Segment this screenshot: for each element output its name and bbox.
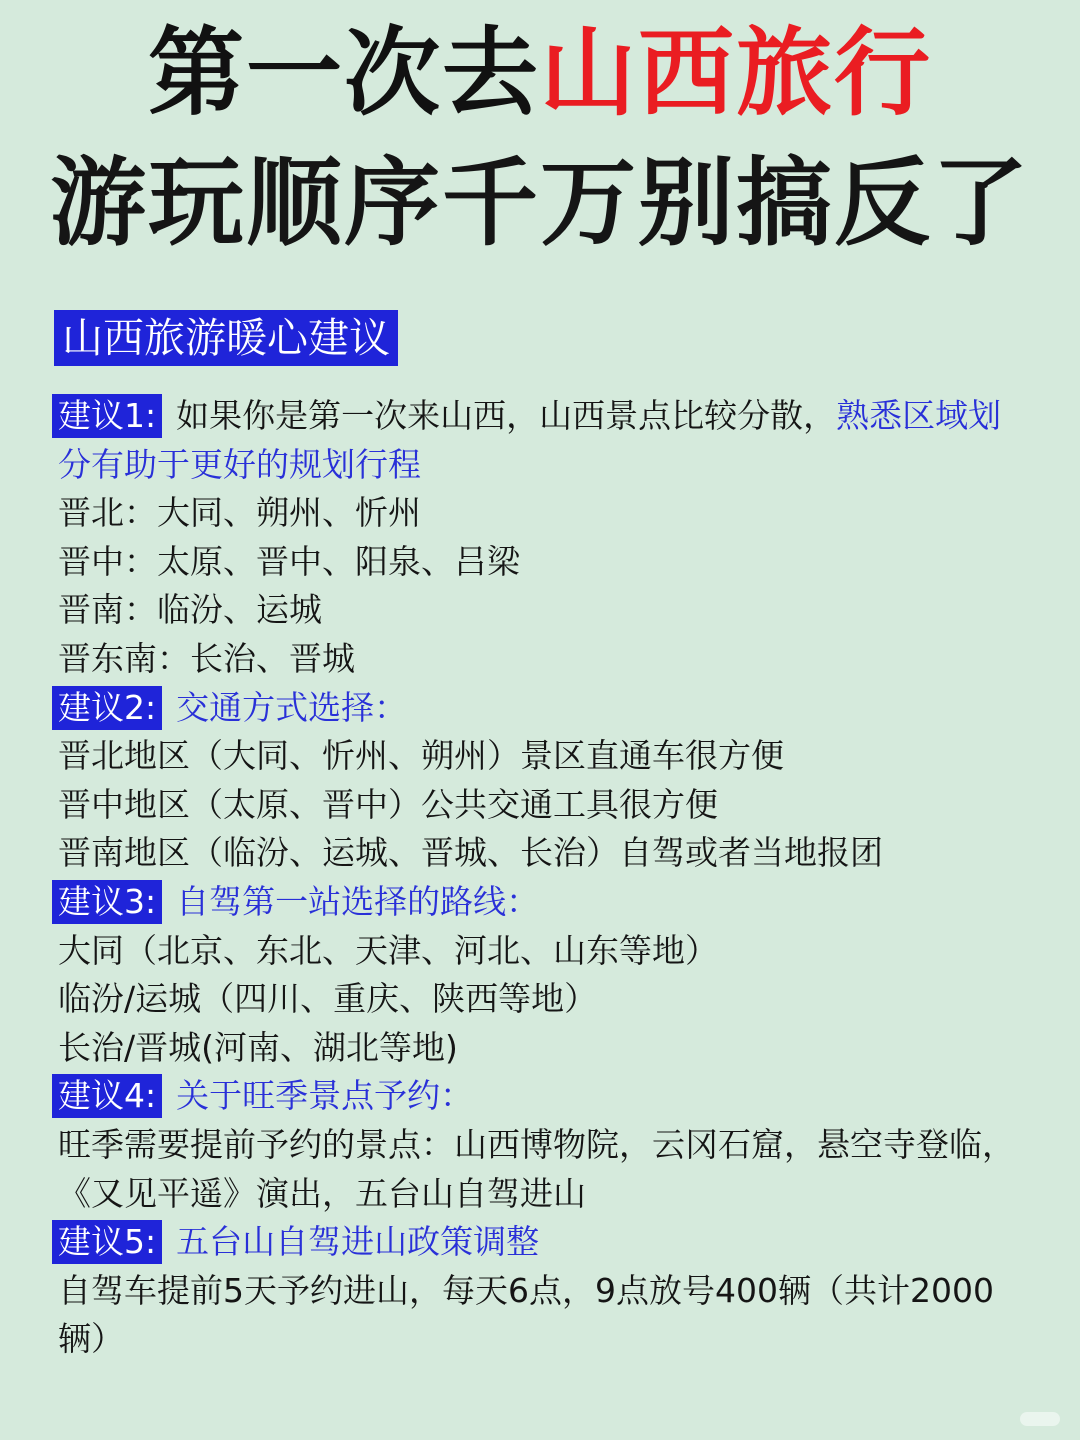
tip-4-heading-line	[58, 1072, 1058, 1121]
section-label: 山西旅游暖心建议	[54, 310, 398, 366]
tip-2-heading: 交通方式选择：	[176, 687, 408, 727]
tip-3-badge: 建议3:	[52, 880, 162, 924]
tips-content	[58, 392, 1058, 1364]
tip-1-badge: 建议1:	[52, 394, 162, 438]
watermark-shape	[1020, 1412, 1060, 1426]
tip-3-heading: 自驾第一站选择的路线：	[176, 881, 540, 921]
tip-4-badge: 建议4:	[52, 1074, 162, 1118]
tip-5-badge: 建议5:	[52, 1220, 162, 1264]
tip-5-heading: 五台山自驾进山政策调整	[176, 1222, 540, 1262]
tip-2-line: 晋南地区（临汾、运城、晋城、长治）自驾或者当地报团	[58, 833, 883, 873]
tip-1-intro-highlight: 熟悉区域划	[836, 396, 1002, 435]
tip-4-line: 旺季需要提前予约的景点：山西博物院，云冈石窟，悬空寺登临，	[58, 1124, 1015, 1164]
tip-5-line: 辆）	[58, 1319, 124, 1359]
tip-3-heading-line	[58, 878, 1058, 927]
tip-2-heading-line	[58, 684, 1058, 733]
tip-1-line: 晋北：大同、朔州、忻州	[58, 493, 421, 533]
main-title-line-1	[0, 18, 1080, 128]
tip-1-continued-highlight: 分有助于更好的规划行程	[58, 444, 421, 484]
tip-2-line: 晋北地区（大同、忻州、朔州）景区直通车很方便	[58, 736, 784, 776]
tip-3-line: 大同（北京、东北、天津、河北、山东等地）	[58, 930, 718, 970]
tip-5-heading-line	[58, 1218, 1058, 1267]
tip-4-line: 《又见平遥》演出，五台山自驾进山	[58, 1173, 586, 1213]
tip-1-line: 晋中：太原、晋中、阳泉、吕梁	[58, 541, 520, 581]
tip-2-line: 晋中地区（太原、晋中）公共交通工具很方便	[58, 784, 718, 824]
tip-1-line: 晋南：临汾、运城	[58, 590, 322, 630]
tip-1-intro: 如果你是第一次来山西，山西景点比较分散，	[176, 396, 837, 435]
main-title-black-part: 第一次去	[148, 17, 540, 129]
main-title-line-2: 游玩顺序千万别搞反了	[50, 147, 1030, 259]
tip-3-line: 临汾/运城（四川、重庆、陕西等地）	[58, 979, 598, 1019]
main-title-red-part: 山西旅行	[540, 17, 932, 129]
tip-1-heading-line	[58, 392, 1058, 441]
tip-3-line: 长治/晋城(河南、湖北等地)	[58, 1027, 458, 1067]
tip-2-badge: 建议2:	[52, 686, 162, 730]
tip-1-line: 晋东南：长治、晋城	[58, 638, 355, 678]
tip-4-heading: 关于旺季景点予约：	[176, 1076, 474, 1116]
tip-5-line: 自驾车提前5天予约进山，每天6点，9点放号400辆（共计2000	[58, 1270, 994, 1310]
